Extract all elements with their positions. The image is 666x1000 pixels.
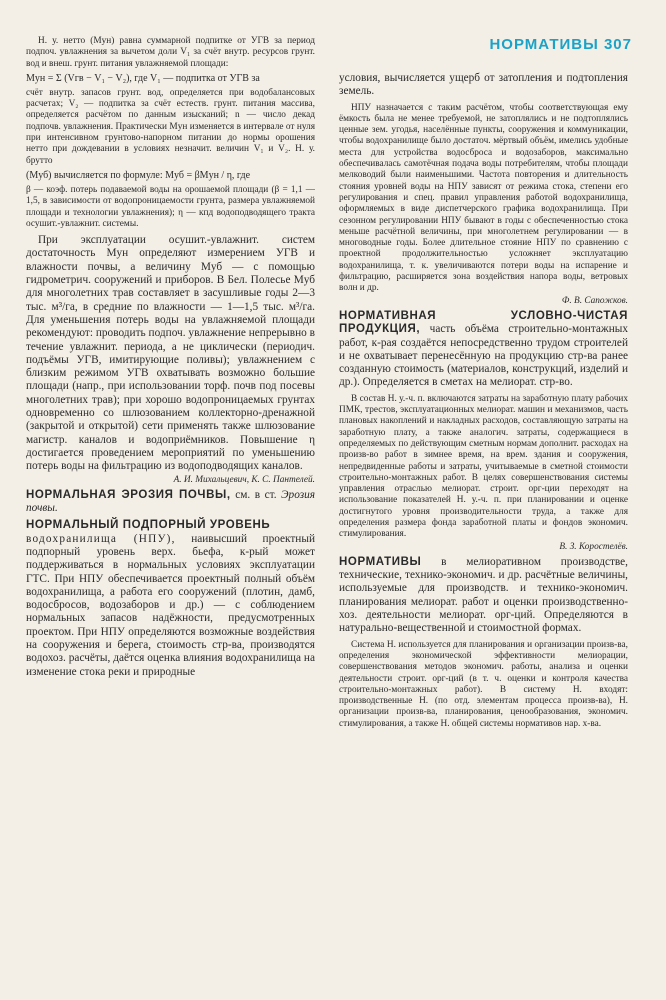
entry-npu	[26, 519, 315, 679]
entry-erosion	[26, 489, 315, 516]
paragraph: НПУ назначается с таким расчётом, чтобы соответствующая ему ёмкость была не менее требуемой, не затоплялись и не подтоплялись ценные зем. угодья, населённые пункты, сооружения и коммуникации, чтобы водохранилище было достаточ. мёртвый объём, имелись удобные места для устройства водосброса и водозаборов, максимально обеспечивалась самотёчная подача воды потребителям, чтобы площади мелководий были наименьшими. Частота повторения и длительность стояния уровней воды на НПУ зависят от режима стока, степени его регулирования и спец. правил управления работой водохранилища, оформляемых в виде диспетчерского графика водохранилища. При сезонном регулировании НПУ бывают в годы с обеспеченностью стока меньше расчётной величины, при многолетнем регулировании — в многоводные годы. Более длительное стояние НПУ по сравнению с проектной продолжительностью усложняет эксплуатацию водохранилища, т. к. увеличиваются потери воды на испарение и фильтрацию, расширяется зона воздействия напора воды, ветровых волн и др.	[339, 102, 628, 294]
right-column	[339, 72, 628, 920]
paragraph: счёт внутр. запасов грунт. вод, определяется при водобалансовых расчетах; V₂ — подпитка за счёт естеств. грунт. питания массива, определяется расчётом по данным изысканий; n — число декад подпочв. увлажнения. Практически Mун изменяется в интервале от нуля при интенсивном грунтово-напорном питании до нормы орошения нетто при дождевании в условиях незначит. величин V₁ и V₂. Н. у. брутто	[26, 87, 315, 166]
paragraph: В состав Н. у.-ч. п. включаются затраты на заработную плату рабочих ПМК, трестов, эксплуатационных мелиорат. машин и механизмов, часть плановых накоплений и накладных расходов, составляющую затраты на заработную плату, а также аналогич. затраты, содержащиеся в определяемых по действующим сметным нормам дополнит. расходах на произв-во работ в зимнее время, на врем. здания и сооружения, непредвиденные работы и затраты, учитываемые в сметной стоимости строительно-монтажных работ. В целях совершенствования системы управления отраслью мелиорат. строит. орг-ции переходят на использование показателей Н. у.-ч. п. при планировании и оценке достигнутого уровня производительности труда, а также для определения размера фонда заработной платы и фондов экономич. стимулирования.	[339, 393, 628, 540]
entry-headword: НОРМАТИВНАЯ УСЛОВНО-ЧИСТАЯ ПРОДУКЦИЯ,	[339, 309, 628, 336]
paragraph: условия, вычисляется ущерб от затопления и подтопления земель.	[339, 72, 628, 98]
author-signature: В. З. Коростелёв.	[559, 541, 628, 552]
header-title: НОРМАТИВЫ	[489, 36, 599, 53]
formula: Mун = Σ (Vгв − V₁ − V₂), где V₁ — подпитка от УГВ за	[26, 72, 260, 84]
author-signature: А. И. Михальцевич, К. С. Пантелей.	[173, 474, 315, 485]
entry-headword: НОРМАТИВЫ	[339, 555, 422, 568]
entry-text: наивысший проектный подпорный уровень верх. бьефа, к-рый может поддерживаться в нормальных условиях эксплуатации ГТС. При НПУ обеспечивается проектный полный объём водохранилища, а работа его сооружений (плотин, дамб, водосбросов, водозаборов и др.) — с соблюдением нормальных запасов надёжности, предусмотренных проектом. При НПУ определяются возможные воздействия на сооружения и берега, стоимость стр-ва, производятся водохоз. расчёты, даётся оценка влияния водохранилища на изменение стока реки и природные	[26, 532, 315, 678]
entry-text: см. в ст.	[235, 488, 277, 501]
running-header	[489, 36, 632, 53]
paragraph: Система Н. используется для планирования и организации произв-ва, определения экономической эффективности мелиорации, совершенствования методов экономич. работы, анализа и оценки деятельности строит. орг-ций (в т. ч. оценки и контроля качества строительно-монтажных работ). В систему Н. входят: производственные Н. (по отд. элементам процесса произв-ва), Н. организации произв-ва, планирования, ценообразования, экономич. стимулирования, а также Н. общей системы нормативов нар. х-ва.	[339, 639, 628, 729]
paragraph: Н. у. нетто (Mун) равна суммарной подпитке от УГВ за период подпоч. увлажнения за вычетом доли V₁ за счёт внутр. ресурсов грунт. вод и внеш. грунт. питания увлажняемой площади:	[26, 36, 315, 69]
left-column	[26, 36, 315, 916]
formula: (Mуб) вычисляется по формуле: Mуб = βMун / η, где	[26, 169, 251, 181]
entry-subheading: водохранилища (НПУ),	[26, 532, 176, 545]
entry-production	[339, 310, 628, 390]
entry-normatives	[339, 556, 628, 636]
entry-text: часть объёма строительно-монтажных работ, к-рая создаётся непосредственно трудом строителей и не охватывает перенесённую на продукцию стр-ва ранее созданную стоимость (материалов, конструкций, изделий и др.). Определяется в сметах на мелиорат. стр-во.	[339, 323, 628, 389]
author-signature: Ф. В. Сапожков.	[561, 295, 628, 306]
entry-headword: НОРМАЛЬНЫЙ ПОДПОРНЫЙ УРОВЕНЬ	[26, 519, 271, 532]
paragraph: β — коэф. потерь подаваемой воды на орошаемой площади (β = 1,1 — 1,5, в зависимости от водопроницаемости грунта, размера увлажняемой площади и технологии увлажнения); η — кпд водоподводящего тракта осушит.-увлажнит. системы.	[26, 184, 315, 229]
cross-reference[interactable]: Эрозия почвы.	[26, 488, 315, 515]
entry-headword: НОРМАЛЬНАЯ ЭРОЗИЯ ПОЧВЫ,	[26, 488, 231, 501]
page-number: 307	[603, 36, 632, 53]
paragraph: При эксплуатации осушит.-увлажнит. систем достаточность Mун определяют измерением УГВ и влажности почвы, а величину Mуб — с помощью гидрометрич. сооружений и приборов. В Бел. Полесье Mуб для многолетних трав составляет в засушливые годы 2—3 тыс. м³/га, в средние по влажности — 1—1,5 тыс. м³/га. Для уменьшения потерь воды на увлажняемой площади рекомендуют: проводить подпоч. увлажнение непрерывно в течение увлажнит. периода, а не циклически (периодич. подъёмы УГВ, имитирующие поливы); увлажнением с близким режимом УГВ охватывать возможно большие площади (напр., при использовании торф. почв под посевы многолетних трав); при хорошо водопроницаемых грунтах одновременно со шлюзованием коллекторно-дренажной (закрытой и открытой) сети применять также шлюзование магистр. каналов и водоприёмников. Повышение η достигается проведением мероприятий по уменьшению потерь воды на фильтрацию из водоподводящих каналов.	[26, 234, 315, 473]
entry-text: в мелиоративном производстве, технические, технико-экономич. и др. расчётные величины, используемые для производств. и технико-экономич. планирования мелиорат. работ и оценки производственно-хоз. деятельности мелиорат. орг-ций. Определяются в натурально-вещественной и стоимостной формах.	[339, 555, 628, 635]
